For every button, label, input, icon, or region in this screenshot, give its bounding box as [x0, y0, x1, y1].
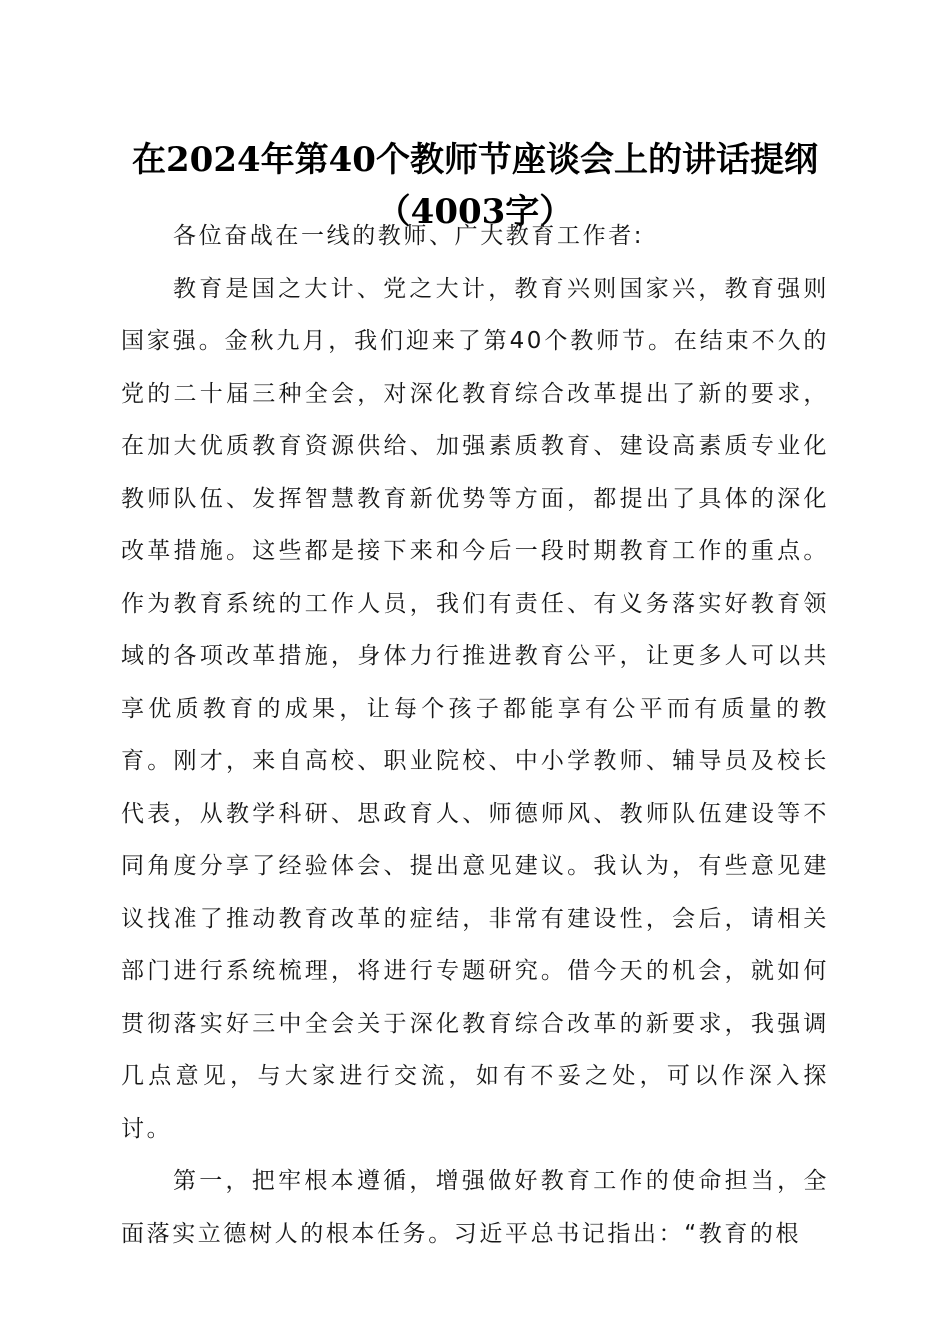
document-body — [121, 210, 829, 1260]
title-line-1: 在2024年第40个教师节座谈会上的讲话提纲 — [132, 140, 818, 180]
title-line-2: （4003字） — [376, 192, 574, 232]
paragraph-1: 教育是国之大计、党之大计，教育兴则国家兴，教育强则国家强。金秋九月，我们迎来了第40个教师节。在结束不久的党的二十届三种全会，对深化教育综合改革提出了新的要求，在加大优质教育资源供给、加强素质教育、建设高素质专业化教师队伍、发挥智慧教育新优势等方面，都提出了具体的深化改革措施。这些都是接下来和今后一段时期教育工作的重点。作为教育系统的工作人员，我们有责任、有义务落实好教育领域的各项改革措施，身体力行推进教育公平，让更多人可以共享优质教育的成果，让每个孩子都能享有公平而有质量的教育。刚才，来自高校、职业院校、中小学教师、辅导员及校长代表，从教学科研、思政育人、师德师风、教师队伍建设等不同角度分享了经验体会、提出意见建议。我认为，有些意见建议找准了推动教育改革的症结，非常有建设性，会后，请相关部门进行系统梳理，将进行专题研究。借今天的机会，就如何贯彻落实好三中全会关于深化教育综合改革的新要求，我强调几点意见，与大家进行交流，如有不妥之处，可以作深入探讨。 — [121, 275, 829, 1142]
salutation: 各位奋战在一线的教师、广大教育工作者: — [173, 223, 645, 249]
paragraph-2: 第一，把牢根本遵循，增强做好教育工作的使命担当，全面落实立德树人的根本任务。习近平总书记指出：“教育的根 — [121, 1168, 829, 1247]
